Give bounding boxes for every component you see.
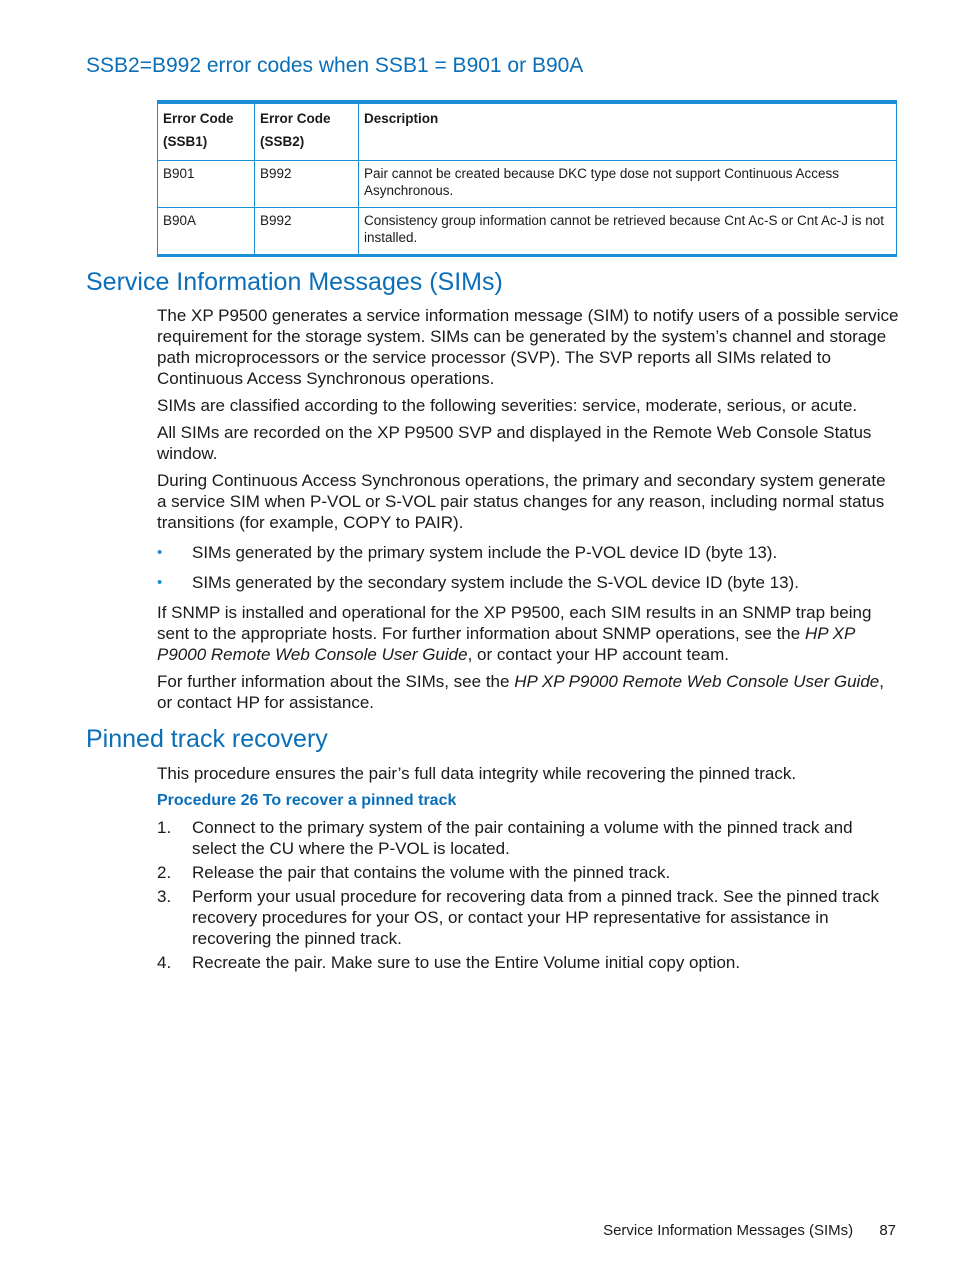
section-heading-pinned-track: Pinned track recovery xyxy=(86,725,328,753)
bullet-icon: • xyxy=(157,544,163,561)
guide-title: HP XP P9000 Remote Web Console User Guide xyxy=(157,624,855,664)
column-header-ssb1: Error Code (SSB1) xyxy=(158,102,255,161)
step-number: 4. xyxy=(157,953,172,972)
cell-ssb1: B90A xyxy=(158,208,255,256)
step-number: 3. xyxy=(157,887,172,906)
list-item: 2. Release the pair that contains the volume with the pinned track. xyxy=(157,863,671,882)
cell-ssb2: B992 xyxy=(255,208,359,256)
list-item: 1. Connect to the primary system of the pair containing a volume with the pinned track and select the CU where the P-VOL is located. xyxy=(157,818,853,858)
step-number: 2. xyxy=(157,863,172,882)
paragraph-snmp: If SNMP is installed and operational for the XP P9500, each SIM results in an SNMP trap being sent to the appropriate hosts. For further information about SNMP operations, see the HP XP P9000 Remote Web Console User Guide, or contact your HP account team. xyxy=(157,603,872,664)
table-header-row xyxy=(158,102,897,161)
page-footer xyxy=(603,1222,896,1239)
cell-description: Consistency group information cannot be retrieved because Cnt Ac-S or Cnt Ac-J is not installed. xyxy=(359,208,897,256)
list-item: • SIMs generated by the primary system include the P-VOL device ID (byte 13). xyxy=(157,543,778,562)
column-header-ssb2: Error Code (SSB2) xyxy=(255,102,359,161)
paragraph: This procedure ensures the pair’s full data integrity while recovering the pinned track. xyxy=(157,764,797,783)
paragraph: The XP P9500 generates a service information message (SIM) to notify users of a possible service requirement for the storage system. SIMs can be generated by the system’s channel and storage path microprocessors or the service processor (SVP). The SVP reports all SIMs related to Continuous Access Synchronous operations. xyxy=(157,306,899,388)
list-item: 4. Recreate the pair. Make sure to use the Entire Volume initial copy option. xyxy=(157,953,741,972)
paragraph: SIMs are classified according to the following severities: service, moderate, serious, or acute. xyxy=(157,396,858,415)
cell-ssb2: B992 xyxy=(255,161,359,208)
paragraph: All SIMs are recorded on the XP P9500 SVP and displayed in the Remote Web Console Status window. xyxy=(157,423,872,463)
procedure-title: Procedure 26 To recover a pinned track xyxy=(157,792,457,809)
bullet-icon: • xyxy=(157,574,163,591)
error-codes-table xyxy=(157,100,897,257)
table-row xyxy=(158,208,897,256)
footer-section-title: Service Information Messages (SIMs) xyxy=(603,1222,854,1239)
list-item: • SIMs generated by the secondary system include the S-VOL device ID (byte 13). xyxy=(157,573,799,592)
guide-title: HP XP P9000 Remote Web Console User Guide xyxy=(514,672,880,691)
column-header-description: Description xyxy=(359,102,897,161)
section-heading-error-codes: SSB2=B992 error codes when SSB1 = B901 or B90A xyxy=(86,54,584,77)
paragraph: During Continuous Access Synchronous operations, the primary and secondary system generate a service SIM when P-VOL or S-VOL pair status changes for any reason, including normal status transitions (for example, COPY to PAIR). xyxy=(157,471,886,532)
sims-body xyxy=(157,305,899,719)
page-number: 87 xyxy=(879,1222,896,1239)
section-heading-sims: Service Information Messages (SIMs) xyxy=(86,268,503,296)
table-row xyxy=(158,161,897,208)
cell-ssb1: B901 xyxy=(158,161,255,208)
cell-description: Pair cannot be created because DKC type dose not support Continuous Access Asynchronous. xyxy=(359,161,897,208)
paragraph-further-info: For further information about the SIMs, see the HP XP P9000 Remote Web Console User Guide, or contact HP for assistance. xyxy=(157,672,884,712)
list-item: 3. Perform your usual procedure for recovering data from a pinned track. See the pinned track recovery procedures for your OS, or contact your HP representative for assistance in recovering the pinned track. xyxy=(157,887,879,948)
step-number: 1. xyxy=(157,818,172,837)
pinned-track-body xyxy=(157,763,899,976)
